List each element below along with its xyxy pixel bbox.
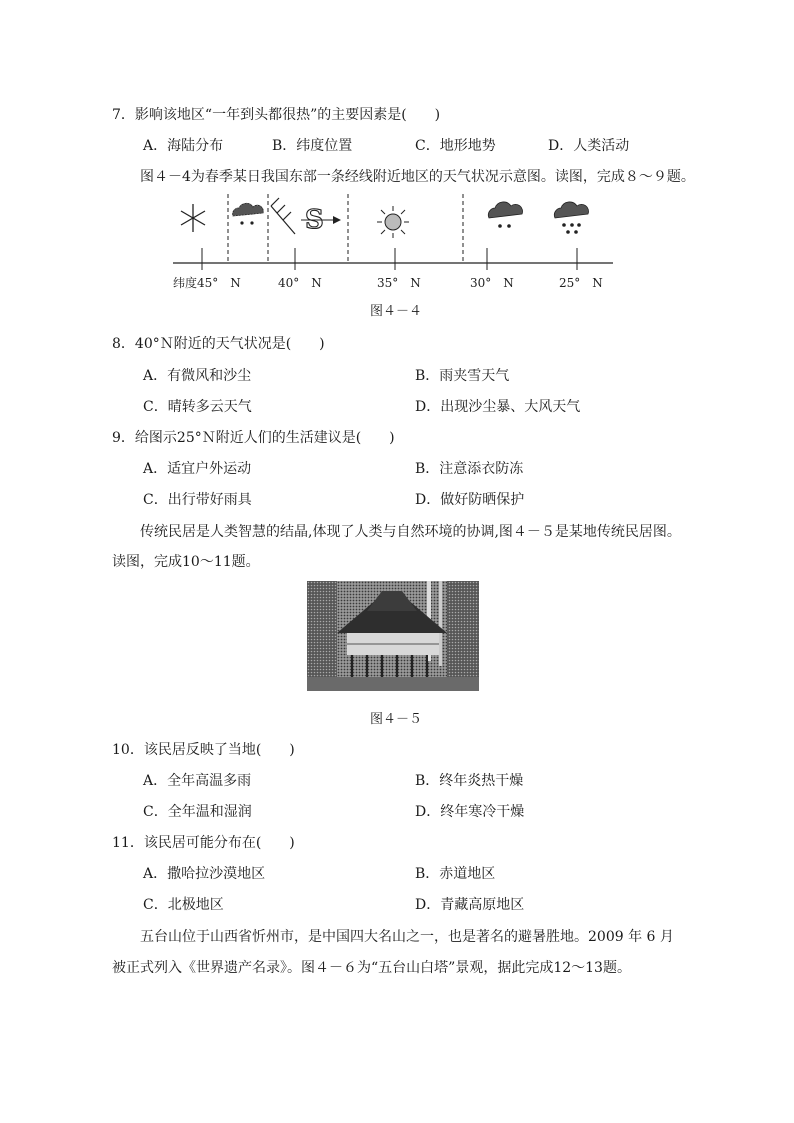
fig44-intro: 图４－4为春季某日我国东部一条经线附近地区的天气状况示意图。读图，完成８～９题。: [140, 169, 695, 185]
q9-option-d: D．做好防晒保护: [415, 492, 525, 508]
fig44-caption: 图４－４: [370, 304, 423, 319]
q7-option-a: A．海陆分布: [143, 138, 224, 154]
overcast-rain-icon: [233, 203, 264, 224]
question-10-stem: 10．该民居反映了当地( ): [112, 742, 295, 758]
q9-option-c: C．出行带好雨具: [143, 492, 252, 508]
weather-diagram: [165, 190, 625, 295]
fig45-intro-line1: 传统民居是人类智慧的结晶,体现了人类与自然环境的协调,图４－５是某地传统民居图。: [140, 524, 681, 540]
q10-option-c: C．全年温和湿润: [143, 804, 252, 820]
q11-option-b: B．赤道地区: [415, 866, 496, 882]
q11-option-c: C．北极地区: [143, 897, 224, 913]
fig45-intro-line2: 读图，完成10～11题。: [112, 554, 260, 570]
label-45n: 纬度45° N: [173, 276, 241, 290]
q10-option-b: B．终年炎热干燥: [415, 773, 524, 789]
q7-option-d: D．人类活动: [548, 138, 630, 154]
wind-icon: [271, 198, 295, 234]
fig46-intro-line2: 被正式列入《世界遗产名录》。图４－６为“五台山白塔”景观，据此完成12～13题。: [112, 960, 631, 976]
sandstorm-icon: [301, 205, 341, 235]
svg-text:S: S: [305, 205, 324, 235]
q8-option-a: A．有微风和沙尘: [143, 368, 252, 384]
q10-option-d: D．终年寒冷干燥: [415, 804, 525, 820]
q7-option-b: B．纬度位置: [272, 138, 353, 154]
question-9-stem: 9．给图示25°Ｎ附近人们的生活建议是( ): [112, 430, 395, 446]
q8-option-b: B．雨夹雪天气: [415, 368, 510, 384]
label-40n: 40° N: [278, 276, 322, 290]
q11-option-d: D．青藏高原地区: [415, 897, 525, 913]
q9-option-b: B．注意添衣防冻: [415, 461, 524, 477]
sunny-icon: [377, 206, 409, 238]
label-30n: 30° N: [470, 276, 514, 290]
q11-option-a: A．撒哈拉沙漠地区: [143, 866, 266, 882]
fig45-caption: 图４－５: [370, 712, 423, 727]
question-7-stem: 7．影响该地区“一年到头都很热”的主要因素是( ): [112, 107, 441, 123]
q8-option-d: D．出现沙尘暴、大风天气: [415, 399, 581, 415]
moderate-rain-icon: [554, 202, 588, 234]
stilt-house-photo: [307, 581, 479, 691]
question-11-stem: 11．该民居可能分布在( ): [112, 835, 295, 851]
question-8-stem: 8．40°Ｎ附近的天气状况是( ): [112, 336, 325, 352]
q7-option-c: C．地形地势: [415, 138, 496, 154]
q8-option-c: C．晴转多云天气: [143, 399, 252, 415]
label-25n: 25° N: [559, 276, 603, 290]
q9-option-a: A．适宜户外运动: [143, 461, 252, 477]
fig46-intro-line1: 五台山位于山西省忻州市，是中国四大名山之一，也是著名的避暑胜地。2009 年 6 月: [140, 929, 674, 945]
snow-icon: [181, 204, 205, 232]
q10-option-a: A．全年高温多雨: [143, 773, 252, 789]
light-rain-icon: [488, 202, 522, 228]
label-35n: 35° N: [377, 276, 421, 290]
